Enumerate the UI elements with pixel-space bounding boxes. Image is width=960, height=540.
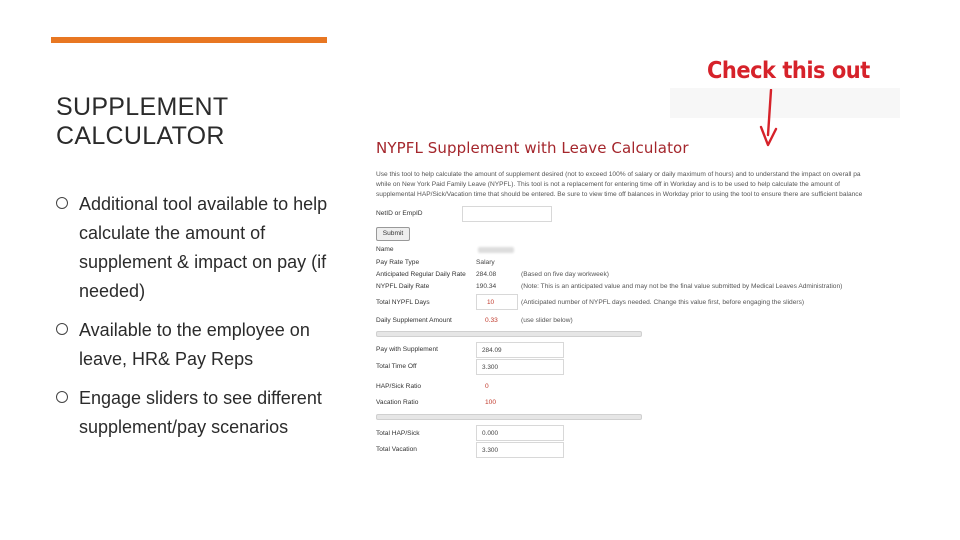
total-days-note: (Anticipated number of NYPFL days needed. Change this value first, before engaging the sliders) [521,299,805,306]
slide-title: SUPPLEMENT CALCULATOR [56,93,229,150]
total-vac-field [476,442,564,458]
calculator-description [376,170,900,200]
total-time-off-label: Total Time Off [376,363,417,370]
bullet-text: Available to the employee on leave, HR& Pay Reps [79,320,310,369]
nypfl-rate-note: (Note: This is an anticipated value and may not be the final value submitted by Medical Leaves Administration) [521,283,843,290]
adr-label: Anticipated Regular Daily Rate [376,271,466,278]
total-time-off-field [476,359,564,375]
total-hap-value: 0.000 [482,430,498,437]
total-days-value: 10 [487,299,495,306]
calculator-screenshot [370,55,900,465]
pay-rate-type-value: Salary [476,259,495,266]
description-line: Use this tool to help calculate the amount of supplement desired (not to exceed 100% of salary or daily maximum of hours) and to understand the impact on overall pa [376,171,861,178]
daily-supp-value: 0.33 [485,317,498,324]
bullet-item [56,190,336,306]
down-arrow-icon [758,89,780,147]
submit-button[interactable]: Submit [376,227,410,241]
bullet-item [56,384,336,442]
netid-input[interactable] [462,206,552,222]
name-label: Name [376,246,394,253]
total-hap-field [476,425,564,441]
circle-bullet-icon [56,323,68,335]
bullet-item [56,316,336,374]
bullet-text: Additional tool available to help calculate the amount of supplement & impact on pay (if needed) [79,194,328,301]
pay-with-supp-label: Pay with Supplement [376,346,438,353]
bullet-list [56,190,336,452]
adr-note: (Based on five day workweek) [521,271,609,278]
vac-ratio-label: Vacation Ratio [376,399,419,406]
description-line: while on New York Paid Family Leave (NYPFL). This tool is not a replacement for entering time off in Workday and is to be used to help calculate the amount of [376,181,841,188]
circle-bullet-icon [56,197,68,209]
adr-value: 284.08 [476,271,497,278]
pay-with-supp-field [476,342,564,358]
daily-supp-note: (use slider below) [521,317,573,324]
accent-bar [51,37,327,43]
total-vac-label: Total Vacation [376,446,417,453]
calculator-title: NYPFL Supplement with Leave Calculator [376,139,689,157]
circle-bullet-icon [56,391,68,403]
daily-supp-label: Daily Supplement Amount [376,317,452,324]
supplement-slider[interactable] [376,331,642,337]
pay-with-supp-value: 284.09 [482,347,502,354]
total-days-input[interactable] [476,294,518,310]
vac-ratio-value: 100 [485,399,497,406]
pay-rate-type-label: Pay Rate Type [376,259,420,266]
redacted-name [478,247,514,253]
total-days-label: Total NYPFL Days [376,299,430,306]
callout-text: Check this out [707,56,870,84]
hap-ratio-value: 0 [485,383,489,390]
nypfl-rate-value: 190.34 [476,283,497,290]
hap-ratio-label: HAP/Sick Ratio [376,383,422,390]
bullet-text: Engage sliders to see different supplement/pay scenarios [79,388,322,437]
faded-background-text [670,88,900,118]
total-vac-value: 3.300 [482,447,498,454]
nypfl-rate-label: NYPFL Daily Rate [376,283,430,290]
ratio-slider[interactable] [376,414,642,420]
netid-label: NetID or EmpID [376,210,423,217]
total-hap-label: Total HAP/Sick [376,430,420,437]
total-time-off-value: 3.300 [482,364,498,371]
description-line: supplemental HAP/Sick/Vacation time that should be entered. Be sure to view time off balances in Workday prior to using the tool to ensure there are sufficient balance [376,191,863,198]
